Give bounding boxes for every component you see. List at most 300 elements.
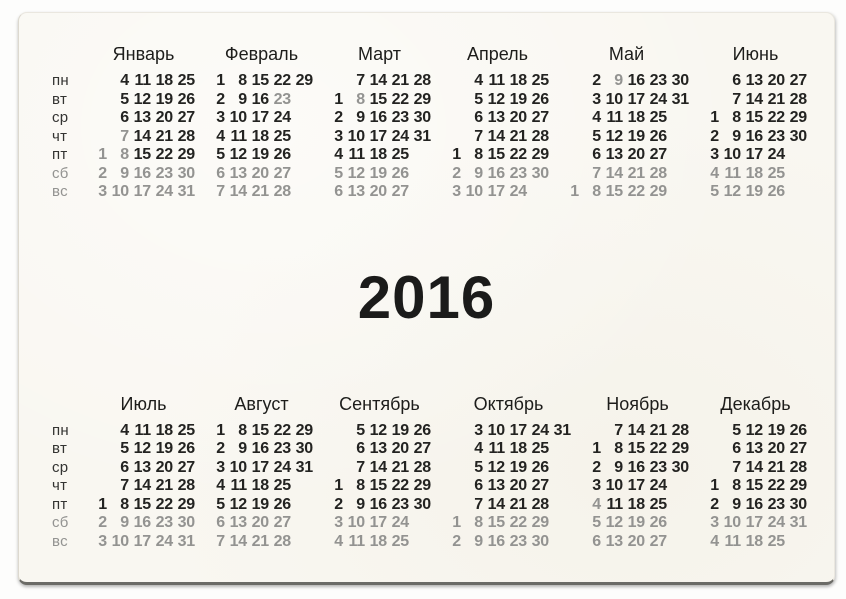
day-cell: 13 bbox=[487, 109, 505, 126]
day-cell: 29 bbox=[789, 477, 807, 494]
day-cell: 26 bbox=[177, 440, 195, 457]
day-cell: 22 bbox=[155, 495, 173, 513]
day-cell: 11 bbox=[724, 164, 741, 182]
day-cell: 24 bbox=[767, 514, 785, 531]
month-week-row bbox=[586, 477, 689, 496]
month-week-row bbox=[92, 109, 195, 128]
day-cell: 25 bbox=[531, 72, 549, 89]
month-name-december: Декабрь bbox=[720, 393, 791, 414]
day-cell: 17 bbox=[133, 532, 151, 550]
day-cell: 15 bbox=[133, 146, 151, 163]
day-cell: 22 bbox=[509, 514, 527, 531]
month-week-row bbox=[328, 128, 431, 147]
day-cell: 30 bbox=[671, 458, 689, 476]
day-cell: 28 bbox=[531, 495, 549, 513]
day-cell: 7 bbox=[120, 127, 129, 145]
day-cell: 1 bbox=[216, 421, 225, 439]
day-cell: 2 bbox=[98, 514, 107, 531]
month-week-row bbox=[564, 109, 689, 128]
month-week-row bbox=[92, 165, 195, 184]
weekday-label: пт bbox=[52, 146, 68, 163]
month-week-row bbox=[704, 72, 807, 91]
day-cell: 16 bbox=[487, 164, 505, 182]
day-cell: 4 bbox=[120, 421, 129, 439]
day-cell: 26 bbox=[531, 458, 549, 476]
day-cell: 9 bbox=[238, 90, 247, 108]
day-cell: 27 bbox=[531, 477, 549, 494]
month-week-row bbox=[446, 109, 549, 128]
day-cell: 21 bbox=[391, 458, 409, 476]
day-cell: 21 bbox=[155, 477, 173, 494]
month-october bbox=[446, 394, 571, 552]
month-week-row bbox=[328, 459, 431, 478]
day-cell: 3 bbox=[98, 532, 107, 550]
day-cell: 7 bbox=[356, 458, 365, 476]
month-week-row bbox=[704, 533, 807, 552]
day-cell: 2 bbox=[216, 90, 225, 108]
day-cell: 18 bbox=[745, 164, 763, 182]
day-cell: 24 bbox=[155, 532, 173, 550]
day-cell: 19 bbox=[767, 421, 785, 439]
day-cell: 23 bbox=[649, 458, 667, 476]
day-cell: 20 bbox=[509, 109, 527, 126]
month-week-row bbox=[210, 165, 313, 184]
top-months-row bbox=[19, 44, 834, 202]
day-cell: 16 bbox=[745, 495, 763, 513]
day-cell: 5 bbox=[710, 183, 719, 200]
month-week-row bbox=[564, 91, 689, 110]
weekday-label: сб bbox=[52, 164, 69, 182]
day-cell: 13 bbox=[347, 183, 365, 200]
month-week-row bbox=[328, 146, 431, 165]
month-week-row bbox=[446, 477, 571, 496]
day-cell: 9 bbox=[356, 109, 365, 126]
day-cell: 9 bbox=[732, 495, 741, 513]
day-cell: 4 bbox=[592, 109, 601, 126]
day-cell: 21 bbox=[767, 458, 785, 476]
day-cell: 6 bbox=[356, 440, 365, 457]
day-cell: 1 bbox=[98, 495, 107, 513]
day-cell: 29 bbox=[531, 514, 549, 531]
day-cell: 27 bbox=[531, 109, 549, 126]
day-cell: 17 bbox=[745, 514, 763, 531]
day-cell: 8 bbox=[474, 146, 483, 163]
day-cell: 30 bbox=[789, 495, 807, 513]
day-cell: 15 bbox=[369, 477, 387, 494]
day-cell: 13 bbox=[605, 532, 623, 550]
weekday-label: чт bbox=[52, 127, 68, 145]
day-cell: 30 bbox=[789, 127, 807, 145]
weekday-label: вт bbox=[52, 440, 68, 457]
day-cell: 13 bbox=[487, 477, 505, 494]
day-cell: 14 bbox=[487, 495, 505, 513]
day-cell: 2 bbox=[98, 164, 107, 182]
weekday-label: пн bbox=[52, 421, 70, 439]
day-cell: 26 bbox=[531, 90, 549, 108]
day-cell: 29 bbox=[413, 477, 431, 494]
day-cell: 12 bbox=[229, 146, 247, 163]
day-cell: 23 bbox=[509, 532, 527, 550]
day-cell: 1 bbox=[216, 72, 225, 89]
day-cell: 5 bbox=[120, 440, 129, 457]
day-cell: 30 bbox=[671, 72, 689, 89]
day-cell: 24 bbox=[509, 183, 527, 200]
day-cell: 21 bbox=[627, 164, 645, 182]
day-cell: 6 bbox=[592, 532, 601, 550]
day-cell: 17 bbox=[251, 458, 269, 476]
day-cell: 19 bbox=[745, 183, 763, 200]
day-cell: 9 bbox=[732, 127, 741, 145]
day-cell: 16 bbox=[627, 458, 645, 476]
day-cell: 4 bbox=[474, 72, 483, 89]
day-cell: 8 bbox=[120, 146, 129, 163]
day-cell: 17 bbox=[369, 514, 387, 531]
month-week-row bbox=[704, 496, 807, 515]
day-cell: 3 bbox=[452, 183, 461, 200]
month-week-row bbox=[446, 440, 571, 459]
day-cell: 8 bbox=[732, 477, 741, 494]
day-cell: 18 bbox=[369, 146, 387, 163]
day-cell: 24 bbox=[649, 477, 667, 494]
month-week-row bbox=[446, 146, 549, 165]
day-cell: 14 bbox=[229, 183, 247, 200]
day-cell: 20 bbox=[627, 146, 645, 163]
month-name-october: Октябрь bbox=[473, 393, 544, 414]
day-cell: 16 bbox=[627, 72, 645, 89]
day-cell: 5 bbox=[216, 146, 225, 163]
day-cell: 27 bbox=[789, 440, 807, 457]
day-cell: 5 bbox=[732, 421, 741, 439]
month-november bbox=[586, 394, 689, 552]
day-cell: 29 bbox=[177, 495, 195, 513]
month-march bbox=[328, 44, 431, 202]
day-cell: 14 bbox=[745, 90, 763, 108]
day-cell: 12 bbox=[347, 164, 365, 182]
month-week-row bbox=[328, 109, 431, 128]
day-cell: 26 bbox=[413, 421, 431, 439]
day-cell: 25 bbox=[177, 72, 195, 89]
day-cell: 7 bbox=[614, 421, 623, 439]
day-cell: 23 bbox=[767, 495, 785, 513]
day-cell: 12 bbox=[133, 90, 151, 108]
month-september bbox=[328, 394, 431, 552]
day-cell: 29 bbox=[413, 90, 431, 108]
day-cell: 28 bbox=[413, 72, 431, 89]
day-cell: 2 bbox=[334, 495, 343, 513]
month-name-february: Февраль bbox=[224, 44, 299, 64]
day-cell: 17 bbox=[369, 127, 387, 145]
day-cell: 22 bbox=[649, 440, 667, 457]
day-cell: 3 bbox=[334, 514, 343, 531]
day-cell: 24 bbox=[767, 146, 785, 163]
day-cell: 5 bbox=[592, 514, 601, 531]
day-cell: 4 bbox=[216, 127, 225, 145]
weekday-label: вс bbox=[52, 183, 68, 200]
day-cell: 7 bbox=[592, 164, 601, 182]
day-cell: 6 bbox=[334, 183, 343, 200]
day-cell: 31 bbox=[553, 421, 571, 439]
day-cell: 25 bbox=[273, 127, 291, 145]
day-cell: 3 bbox=[334, 127, 343, 145]
day-cell: 23 bbox=[767, 127, 785, 145]
day-cell: 26 bbox=[767, 183, 785, 200]
day-cell: 17 bbox=[509, 421, 527, 439]
day-cell: 15 bbox=[251, 72, 269, 89]
month-week-row bbox=[446, 128, 549, 147]
day-cell: 19 bbox=[251, 495, 269, 513]
month-week-row bbox=[328, 533, 431, 552]
day-cell: 12 bbox=[605, 514, 623, 531]
day-cell: 10 bbox=[111, 532, 129, 550]
day-cell: 4 bbox=[710, 532, 719, 550]
month-week-row bbox=[210, 496, 313, 515]
month-week-row bbox=[446, 459, 571, 478]
day-cell: 12 bbox=[229, 495, 247, 513]
day-cell: 17 bbox=[627, 90, 645, 108]
month-week-row bbox=[92, 514, 195, 533]
day-cell: 23 bbox=[509, 164, 527, 182]
day-cell: 29 bbox=[671, 440, 689, 457]
day-cell: 14 bbox=[745, 458, 763, 476]
month-name-june: Июнь bbox=[732, 44, 779, 64]
month-week-row bbox=[210, 459, 313, 478]
day-cell: 6 bbox=[216, 164, 225, 182]
day-cell: 21 bbox=[391, 72, 409, 89]
day-cell: 30 bbox=[413, 495, 431, 513]
month-week-row bbox=[446, 72, 549, 91]
day-cell: 31 bbox=[177, 532, 195, 550]
day-cell: 7 bbox=[356, 72, 365, 89]
pocket-calendar-card bbox=[18, 12, 835, 585]
month-week-row bbox=[210, 422, 313, 441]
month-name-july: Июль bbox=[120, 393, 167, 414]
day-cell: 14 bbox=[133, 477, 151, 494]
day-cell: 28 bbox=[789, 458, 807, 476]
day-cell: 15 bbox=[627, 440, 645, 457]
day-cell: 13 bbox=[369, 440, 387, 457]
day-cell: 15 bbox=[605, 183, 623, 200]
weekday-label: пн bbox=[52, 72, 70, 89]
day-cell: 20 bbox=[251, 514, 269, 531]
month-week-row bbox=[92, 533, 195, 552]
day-cell: 29 bbox=[177, 146, 195, 163]
day-cell: 11 bbox=[348, 532, 365, 550]
day-cell: 19 bbox=[391, 421, 409, 439]
month-week-row bbox=[92, 477, 195, 496]
day-cell: 11 bbox=[230, 477, 247, 494]
month-week-row bbox=[92, 146, 195, 165]
day-cell: 1 bbox=[334, 477, 343, 494]
day-cell: 29 bbox=[649, 183, 667, 200]
day-cell: 2 bbox=[452, 164, 461, 182]
day-cell: 27 bbox=[273, 514, 291, 531]
month-august bbox=[210, 394, 313, 552]
day-cell: 18 bbox=[155, 72, 173, 89]
day-cell: 9 bbox=[614, 458, 623, 476]
day-cell: 29 bbox=[531, 146, 549, 163]
month-week-row bbox=[446, 514, 571, 533]
day-cell: 7 bbox=[216, 532, 225, 550]
month-week-row bbox=[446, 422, 571, 441]
day-cell: 20 bbox=[509, 477, 527, 494]
month-week-row bbox=[564, 72, 689, 91]
day-cell: 13 bbox=[229, 164, 247, 182]
day-cell: 23 bbox=[273, 90, 291, 108]
month-week-row bbox=[564, 183, 689, 202]
month-week-row bbox=[210, 183, 313, 202]
month-week-row bbox=[586, 440, 689, 459]
month-week-row bbox=[92, 422, 195, 441]
day-cell: 8 bbox=[356, 477, 365, 494]
day-cell: 6 bbox=[120, 109, 129, 126]
day-cell: 24 bbox=[273, 109, 291, 126]
day-cell: 21 bbox=[251, 183, 269, 200]
day-cell: 18 bbox=[155, 421, 173, 439]
day-cell: 15 bbox=[487, 514, 505, 531]
month-week-row bbox=[586, 533, 689, 552]
day-cell: 13 bbox=[745, 72, 763, 89]
day-cell: 21 bbox=[767, 90, 785, 108]
month-week-row bbox=[210, 440, 313, 459]
month-week-row bbox=[704, 514, 807, 533]
day-cell: 22 bbox=[391, 90, 409, 108]
weekday-label: ср bbox=[52, 109, 69, 126]
day-cell: 20 bbox=[391, 440, 409, 457]
year-band bbox=[19, 202, 834, 394]
day-cell: 26 bbox=[273, 495, 291, 513]
day-cell: 24 bbox=[155, 183, 173, 200]
day-cell: 11 bbox=[134, 72, 151, 89]
month-week-row bbox=[704, 183, 807, 202]
day-cell: 28 bbox=[671, 421, 689, 439]
day-cell: 21 bbox=[649, 421, 667, 439]
day-cell: 23 bbox=[155, 164, 173, 182]
day-cell: 3 bbox=[474, 421, 483, 439]
day-cell: 1 bbox=[452, 514, 461, 531]
day-cell: 5 bbox=[474, 90, 483, 108]
day-cell: 13 bbox=[605, 146, 623, 163]
month-week-row bbox=[586, 422, 689, 441]
day-cell: 22 bbox=[273, 72, 291, 89]
day-cell: 20 bbox=[627, 532, 645, 550]
month-week-row bbox=[704, 146, 807, 165]
day-cell: 31 bbox=[789, 514, 807, 531]
month-week-row bbox=[704, 109, 807, 128]
month-week-row bbox=[328, 496, 431, 515]
day-cell: 14 bbox=[627, 421, 645, 439]
month-week-row bbox=[564, 146, 689, 165]
day-cell: 23 bbox=[273, 440, 291, 457]
day-cell: 10 bbox=[347, 514, 365, 531]
day-cell: 27 bbox=[177, 458, 195, 476]
day-cell: 2 bbox=[710, 127, 719, 145]
day-cell: 10 bbox=[605, 477, 623, 494]
day-cell: 19 bbox=[251, 146, 269, 163]
month-week-row bbox=[704, 422, 807, 441]
day-cell: 8 bbox=[614, 440, 623, 457]
day-cell: 29 bbox=[789, 109, 807, 126]
day-cell: 7 bbox=[120, 477, 129, 494]
day-cell: 3 bbox=[592, 477, 601, 494]
day-cell: 4 bbox=[334, 532, 343, 550]
day-cell: 22 bbox=[273, 421, 291, 439]
day-cell: 16 bbox=[251, 440, 269, 457]
day-cell: 28 bbox=[177, 127, 195, 145]
day-cell: 10 bbox=[723, 146, 741, 163]
day-cell: 12 bbox=[605, 127, 623, 145]
day-cell: 31 bbox=[295, 458, 313, 476]
month-week-row bbox=[210, 128, 313, 147]
day-cell: 7 bbox=[216, 183, 225, 200]
month-week-row bbox=[92, 459, 195, 478]
day-cell: 8 bbox=[356, 90, 365, 108]
day-cell: 30 bbox=[531, 532, 549, 550]
day-cell: 22 bbox=[767, 109, 785, 126]
day-cell: 14 bbox=[487, 127, 505, 145]
day-cell: 21 bbox=[251, 532, 269, 550]
weekday-labels-column bbox=[52, 394, 77, 552]
day-cell: 25 bbox=[391, 532, 409, 550]
day-cell: 21 bbox=[155, 127, 173, 145]
month-week-row bbox=[446, 533, 571, 552]
day-cell: 26 bbox=[273, 146, 291, 163]
day-cell: 23 bbox=[649, 72, 667, 89]
day-cell: 28 bbox=[273, 183, 291, 200]
day-cell: 8 bbox=[238, 421, 247, 439]
day-cell: 4 bbox=[592, 495, 601, 513]
day-cell: 1 bbox=[710, 109, 719, 126]
day-cell: 26 bbox=[649, 514, 667, 531]
day-cell: 3 bbox=[98, 183, 107, 200]
day-cell: 25 bbox=[767, 164, 785, 182]
day-cell: 11 bbox=[134, 421, 151, 439]
month-week-row bbox=[446, 496, 571, 515]
day-cell: 30 bbox=[177, 514, 195, 531]
month-name-september: Сентябрь bbox=[339, 393, 420, 414]
day-cell: 2 bbox=[334, 109, 343, 126]
day-cell: 12 bbox=[487, 90, 505, 108]
day-cell: 11 bbox=[230, 127, 247, 145]
weekday-label: вс bbox=[52, 532, 68, 550]
day-cell: 9 bbox=[356, 495, 365, 513]
day-cell: 20 bbox=[155, 458, 173, 476]
month-week-row bbox=[210, 146, 313, 165]
day-cell: 9 bbox=[614, 72, 623, 89]
day-cell: 30 bbox=[531, 164, 549, 182]
day-cell: 6 bbox=[592, 146, 601, 163]
day-cell: 30 bbox=[413, 109, 431, 126]
day-cell: 20 bbox=[369, 183, 387, 200]
day-cell: 8 bbox=[592, 183, 601, 200]
day-cell: 6 bbox=[732, 440, 741, 457]
day-cell: 4 bbox=[710, 164, 719, 182]
day-cell: 27 bbox=[391, 183, 409, 200]
month-week-row bbox=[210, 72, 313, 91]
day-cell: 16 bbox=[745, 127, 763, 145]
day-cell: 25 bbox=[649, 109, 667, 126]
weekday-label: чт bbox=[52, 477, 68, 494]
day-cell: 27 bbox=[177, 109, 195, 126]
day-cell: 17 bbox=[627, 477, 645, 494]
day-cell: 12 bbox=[487, 458, 505, 476]
day-cell: 20 bbox=[251, 164, 269, 182]
day-cell: 4 bbox=[334, 146, 343, 163]
day-cell: 27 bbox=[649, 532, 667, 550]
day-cell: 7 bbox=[732, 90, 741, 108]
day-cell: 23 bbox=[155, 514, 173, 531]
day-cell: 13 bbox=[229, 514, 247, 531]
month-week-row bbox=[704, 477, 807, 496]
